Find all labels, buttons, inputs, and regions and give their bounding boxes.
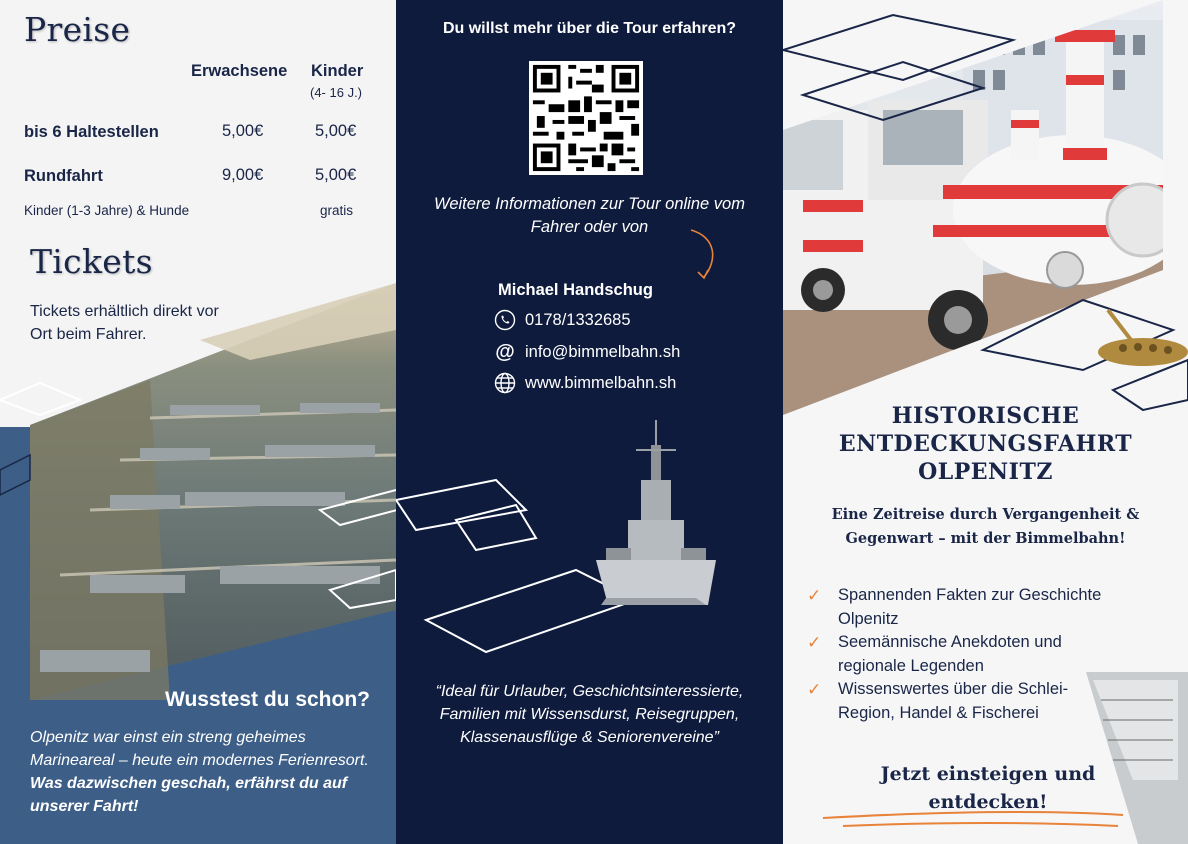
col-children-header: Kinder bbox=[311, 62, 364, 80]
col-adults-header: Erwachsene bbox=[191, 62, 288, 80]
did-you-know-text bbox=[30, 726, 380, 818]
col-children-age: (4- 16 J.) bbox=[310, 85, 363, 100]
globe-icon bbox=[494, 372, 516, 394]
info-text: Weitere Informationen zur Tour online vom Fahrer oder von bbox=[434, 195, 745, 236]
qr-code[interactable] bbox=[529, 61, 643, 175]
free-value: gratis bbox=[320, 203, 354, 218]
brochure-subtitle: Eine Zeitreise durch Vergangenheit & Gegenwart – mit der Bimmelbahn! bbox=[831, 506, 1140, 547]
title-line-3: OLPENITZ bbox=[918, 459, 1053, 485]
website-row[interactable] bbox=[494, 372, 676, 394]
email-address: info@bimmelbahn.sh bbox=[525, 342, 681, 361]
prices-heading: Preise bbox=[24, 10, 131, 49]
email-row[interactable] bbox=[494, 341, 680, 363]
row-roundtrip-child-price: 5,00€ bbox=[315, 166, 357, 184]
feature-text: Spannenden Fakten zur Geschichte Olpenitz bbox=[838, 586, 1102, 628]
did-you-know-bold: Was dazwischen geschah, erfährst du auf unserer Fahrt! bbox=[30, 775, 348, 815]
row-label-stops: bis 6 Haltestellen bbox=[24, 123, 159, 141]
title-line-2: ENTDECKUNGSFAHRT bbox=[838, 431, 1133, 457]
check-icon: ✓ bbox=[807, 680, 822, 699]
free-note: Kinder (1-3 Jahre) & Hunde bbox=[24, 203, 190, 218]
check-icon: ✓ bbox=[807, 633, 822, 652]
middle-decoration bbox=[396, 420, 783, 680]
target-groups-quote: “Ideal für Urlauber, Geschichtsinteressierte, Familien mit Wissensdurst, Reisegruppen, Klassenausflüge & Seniorenvereine” bbox=[435, 683, 744, 746]
tickets-text: Tickets erhältlich direkt vor Ort beim Fahrer. bbox=[30, 303, 219, 343]
feature-item bbox=[807, 678, 1107, 725]
did-you-know-title: Wusstest du schon? bbox=[165, 688, 370, 711]
did-you-know-plain: Olpenitz war einst ein streng geheimes Marineareal – heute ein modernes Ferienresort. bbox=[30, 729, 369, 769]
panel-prices bbox=[0, 0, 396, 844]
panel-cover bbox=[783, 0, 1188, 844]
feature-text: Wissenswertes über die Schlei-Region, Handel & Fischerei bbox=[838, 680, 1069, 722]
row-stops-child-price: 5,00€ bbox=[315, 122, 357, 140]
contact-name: Michael Handschug bbox=[498, 281, 653, 299]
website-url: www.bimmelbahn.sh bbox=[525, 373, 677, 392]
phone-icon bbox=[494, 309, 516, 331]
title-line-1: HISTORISCHE bbox=[891, 403, 1080, 429]
row-label-roundtrip: Rundfahrt bbox=[24, 167, 103, 185]
tickets-heading: Tickets bbox=[30, 242, 153, 281]
feature-list bbox=[807, 584, 1107, 725]
arrow-icon bbox=[686, 225, 726, 285]
phone-row[interactable] bbox=[494, 309, 631, 331]
row-stops-adult-price: 5,00€ bbox=[222, 122, 264, 140]
at-icon: @ bbox=[495, 340, 515, 363]
contact-heading: Du willst mehr über die Tour erfahren? bbox=[442, 20, 737, 37]
battleship-illustration bbox=[596, 420, 716, 605]
row-roundtrip-adult-price: 9,00€ bbox=[222, 166, 264, 184]
phone-number: 0178/1332685 bbox=[525, 310, 631, 329]
call-to-action: Jetzt einsteigen und entdecken! bbox=[880, 763, 1096, 813]
feature-item bbox=[807, 584, 1107, 631]
feature-text: Seemännische Anekdoten und regionale Legenden bbox=[838, 633, 1062, 675]
check-icon: ✓ bbox=[807, 586, 822, 605]
brochure-title bbox=[783, 402, 1188, 486]
panel-contact bbox=[396, 0, 783, 844]
feature-item bbox=[807, 631, 1107, 678]
